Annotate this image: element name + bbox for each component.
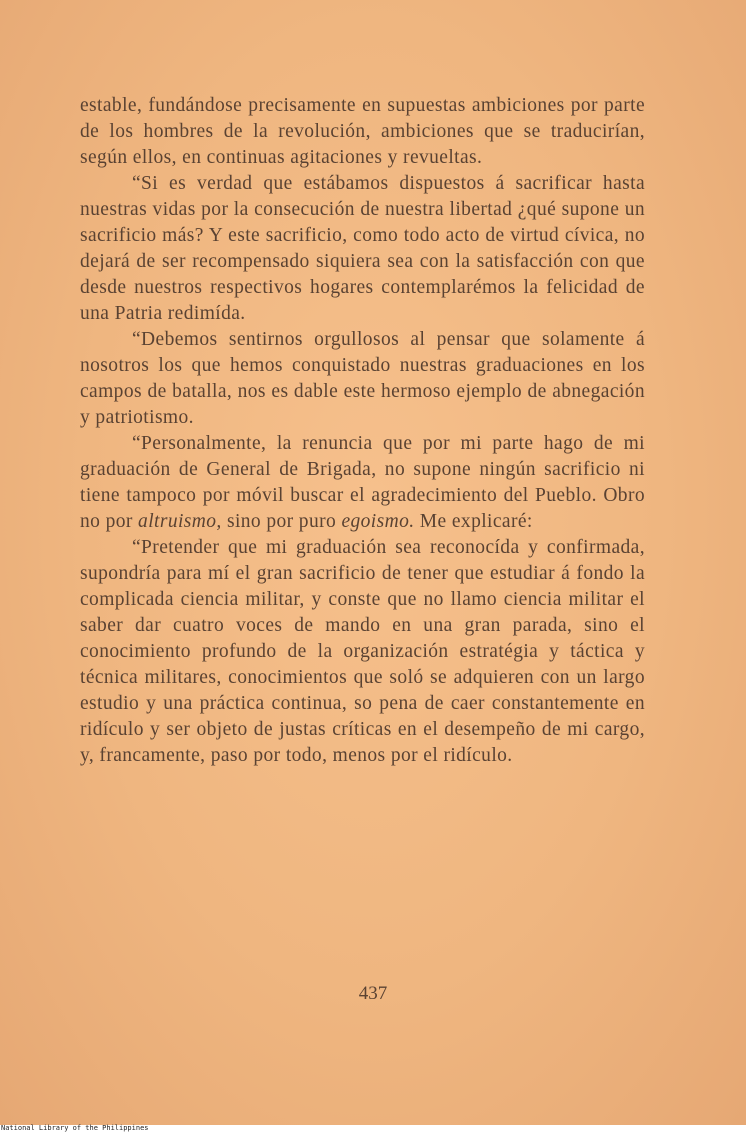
page-number: 437	[358, 983, 388, 1004]
paragraph-4-part-5: Me explicaré:	[414, 511, 533, 532]
paragraph-4-part-1: “Personalmente, la renuncia que por mi parte hago de mi graduación de General de Brigada, no supone ningún sacrificio ni tiene tampoco por móvil buscar el agradecimiento del Pueblo. Obro no por	[80, 433, 645, 532]
paragraph-3: “Debemos sentirnos orgullosos al pensar que solamente á nosotros los que hemos conquistado nuestras graduaciones en los campos de batalla, nos es dable este hermoso ejemplo de abnegación y patriotismo.	[80, 329, 645, 428]
paragraph-2: “Si es verdad que estábamos dispuestos á sacrificar hasta nuestras vidas por la consecución de nuestra libertad ¿qué supone un sacrificio más? Y este sacrificio, como todo acto de virtud cívica, no dejará de ser recompensado siquiera sea con la satisfacción con que desde nuestros respectivos hogares contemplarémos la felicidad de una Patria redimída.	[80, 173, 645, 324]
paragraph-4-emphasis-egoismo: egoismo.	[341, 511, 415, 532]
paragraph-4-emphasis-altruismo: altruismo,	[138, 511, 222, 532]
body-text	[80, 93, 645, 769]
paragraph-5: “Pretender que mi graduación sea reconocída y confirmada, supondría para mí el gran sacrificio de tener que estudiar á fondo la complicada ciencia militar, y conste que no llamo ciencia militar el saber dar cuatro voces de mando en una gran parada, sino el conocimiento profundo de la organización estratégia y táctica y técnica militares, conocimientos que soló se adquieren con un largo estudio y una práctica continua, so pena de caer constantemente en ridículo y ser objeto de justas críticas en el desempeño de mi cargo, y, francamente, paso por todo, menos por el ridículo.	[80, 537, 645, 766]
paragraph-4	[80, 431, 645, 535]
library-credit: National Library of the Philippines	[1, 1124, 149, 1132]
paragraph-1: estable, fundándose precisamente en supuestas ambiciones por parte de los hombres de la revolución, ambiciones que se traducirían, según ellos, en continuas agitaciones y revueltas.	[80, 95, 645, 168]
paragraph-4-part-3: sino por puro	[221, 511, 342, 532]
